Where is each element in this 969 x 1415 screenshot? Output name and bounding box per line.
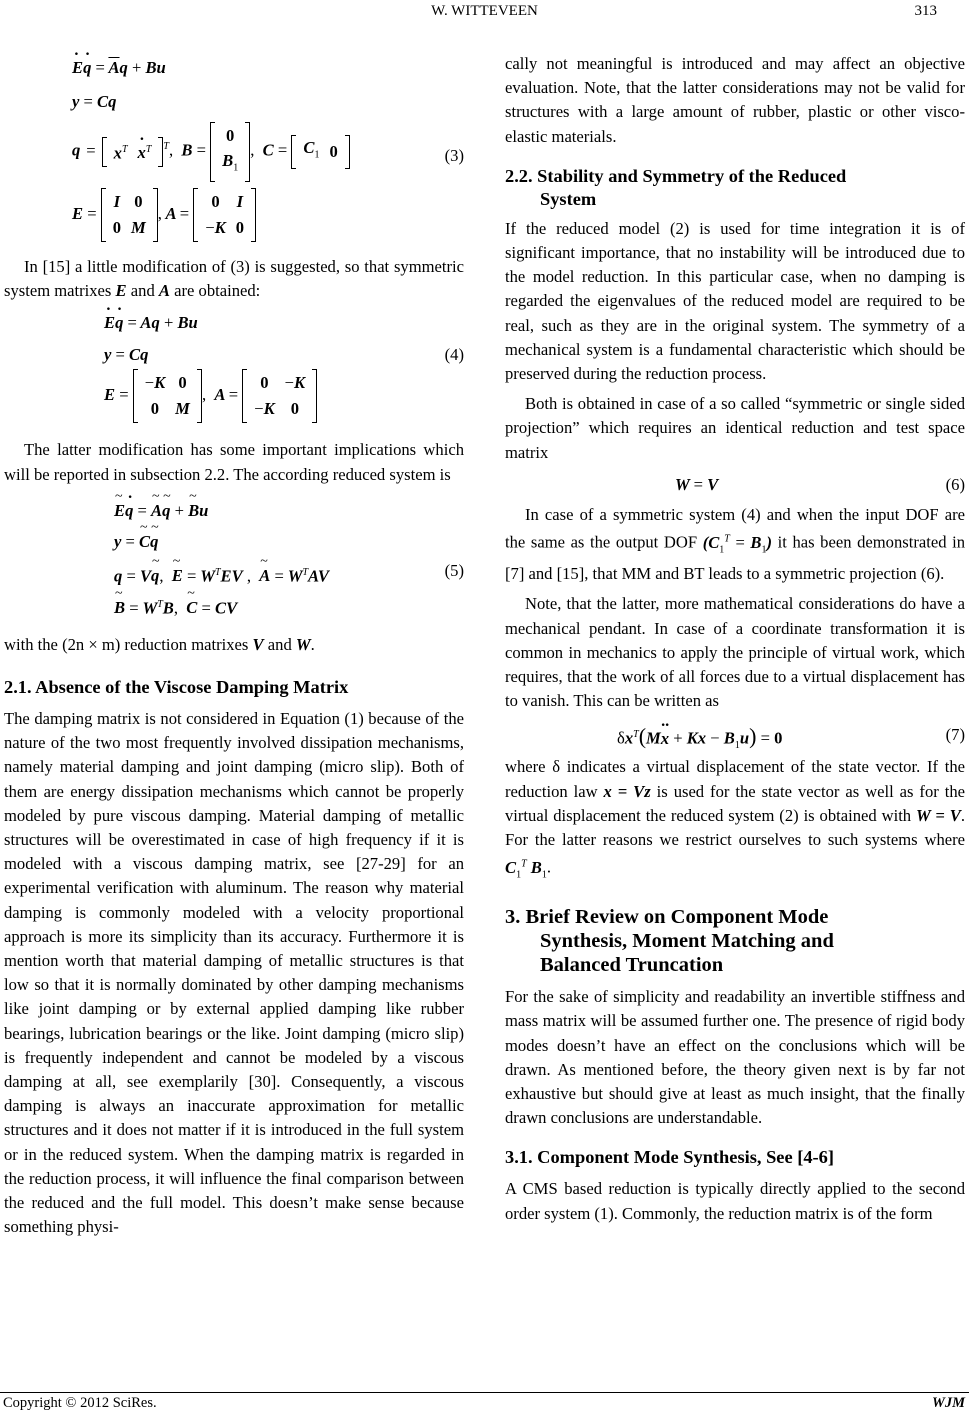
paragraph-input-output-dof: In case of a symmetric system (4) and when the input DOF are the same as the output DOF $(C_1^T = B_1)$ it has been demonstrated in [7] and [15], that MM and BT leads to a symmetric projection (6). [505,504,965,584]
paragraph-virtual-work: Note, that the latter, more mathematical considerations do have a mechanical pendant. In case of a coordinate transformation it is common in mechanics to apply the principle of virtual work, which requires, that the work of all forces due to a virtual displacement has to vanish. This can be written as [505,594,965,711]
equation-3: . E. $q = \overline{A}q + Bu$ y = Cq q = $x^T$ . $x^T$ $^T$, B = 0 $B_1$ , C = $C_1$ 0 E = I 0 0 M , A = 0 I −K 0 (3) [4,52,464,255]
paragraph-reduction-matrixes: with the (2n × m) reduction matrixes V and W. [4,634,315,654]
page-footer [0,1392,969,1415]
page-number: 313 [914,3,937,19]
copyright-notice: Copyright © 2012 SciRes. [3,1395,157,1411]
journal-abbreviation: WJM [931,1395,965,1411]
right-column [505,52,965,1226]
equation-6-number: (6) [945,474,965,494]
section-heading-2-2: 2.2. Stability and Symmetry of the Reduced System [505,165,847,209]
equation-3-number: (3) [444,146,464,165]
left-column [4,52,464,1239]
paragraph-reduced-system: The latter modification has some important implications which will be reported in subsection 2.2. The according reduced system is [4,440,464,484]
paragraph-symmetric-projection: Both is obtained in case of a so called “symmetric or single sided projection” which requires an identical reduction and test space matrix [505,394,965,462]
paragraph-continued: cally not meaningful is introduced and may affect an objective evaluation. Note, that the latter considerations may not be valid for structures with a large amount of rubber, plastic or other visco-elastic materials. [505,54,965,146]
running-header [0,0,969,34]
running-author: W. WITTEVEEN [431,3,538,19]
paragraph-virtual-displacement: where δ indicates a virtual displacement of the state vector. If the reduction law x = Vz is used for the state vector as well as for the virtual displacement the reduced system (2) is obtained with W = V. For the latter reasons we restrict ourselves to such systems where $C_1^T$ $B_1$. [505,757,965,880]
paragraph-damping: The damping matrix is not considered in Equation (1) because of the nature of the two most frequently involved dissipation mechanisms, namely material damping and joint damping (micro slip). Both of them are energy dissipation mechanisms which cannot be properly modeled by pure viscous damping. Material damping of metallic structures will be overestimated in case of high frequency if it is modeled with a viscous damping matrix, see [27-29] for an experimental verification with aluminum. The reason why material damping is commonly modeled with a velocity proportional approach is more its simplicity than its accuracy. Furthermore it is mention worth that material damping of metallic structures is that low so that it is normally dominated by other damping mechanisms like joint damping or by external applied damping like rubber bearings, lubrication bearings or the like. Joint damping (micro slip) is frequently independent and cannot be modeled by a viscous damping at all, see exemplarily [30]. Consequently, a viscous damping is always an inaccurate approximation for metallic structures and it does not matter if it is introduced in the full system or in the reduced system. When the damping matrix is regarded in the reduction process, it will influence the final comparison between the reduced and the full model. This doesn’t make sense because something physi- [4,709,464,1237]
paragraph-cms: A CMS based reduction is typically directly applied to the second order system (1). Commonly, the reduction matrix is of the form [505,1179,965,1223]
equation-4-number: (4) [444,345,464,365]
section-heading-2-1: 2.1. Absence of the Viscose Damping Matrix [4,677,349,698]
section-heading-3-1: 3.1. Component Mode Synthesis, See [4-6] [505,1147,834,1168]
equation-7-number: (7) [945,725,965,745]
paragraph-stability: If the reduced model (2) is used for time integration it is of significant importance, that no instability will be introduced due to the model reduction. In this particular case, when no damping is regarded the eigenvalues of the reduced model are required to be real, such as they are in the original system. The symmetry of a mechanical system is a fundamental characteristic which should be preserved during the reduction process. [505,218,965,384]
section-heading-3: 3. Brief Review on Component Mode Synthesis, Moment Matching and Balanced Truncation [505,906,834,977]
paragraph-symmetric-modification: In [15] a little modification of (3) is suggested, so that symmetric system matrixes E and A are obtained: [4,257,464,301]
equation-4: . E. q = Aq + Bu y = Cq E = −K 0 0 M , A = 0 −K −K 0 (4) [4,303,464,438]
equation-5: ~ E. q = ~ A~ q + ~ Bu y = ~ C~ q q = V~ q, ~ $E = W^TEV$ , ~ $A = W^TAV$ ~ $B = W^TB$, ~ C = CV (5) [4,487,464,631]
equation-7: $\delta x^T(M$.. $x + Kx - B_1u) = 0$ (7) [505,713,965,753]
paragraph-brief-review: For the sake of simplicity and readability an invertible stiffness and mass matrix will be assumed further one. The presence of rigid body modes doesn’t have an effect on the conclusions which will be drawn. As mentioned before, the theory given next is by far not exhaustive but should give at least as much insight, that the finally drawn conclusions are understandable. [505,987,965,1128]
equation-5-number: (5) [444,560,464,580]
equation-6: W = V (6) [505,465,965,499]
